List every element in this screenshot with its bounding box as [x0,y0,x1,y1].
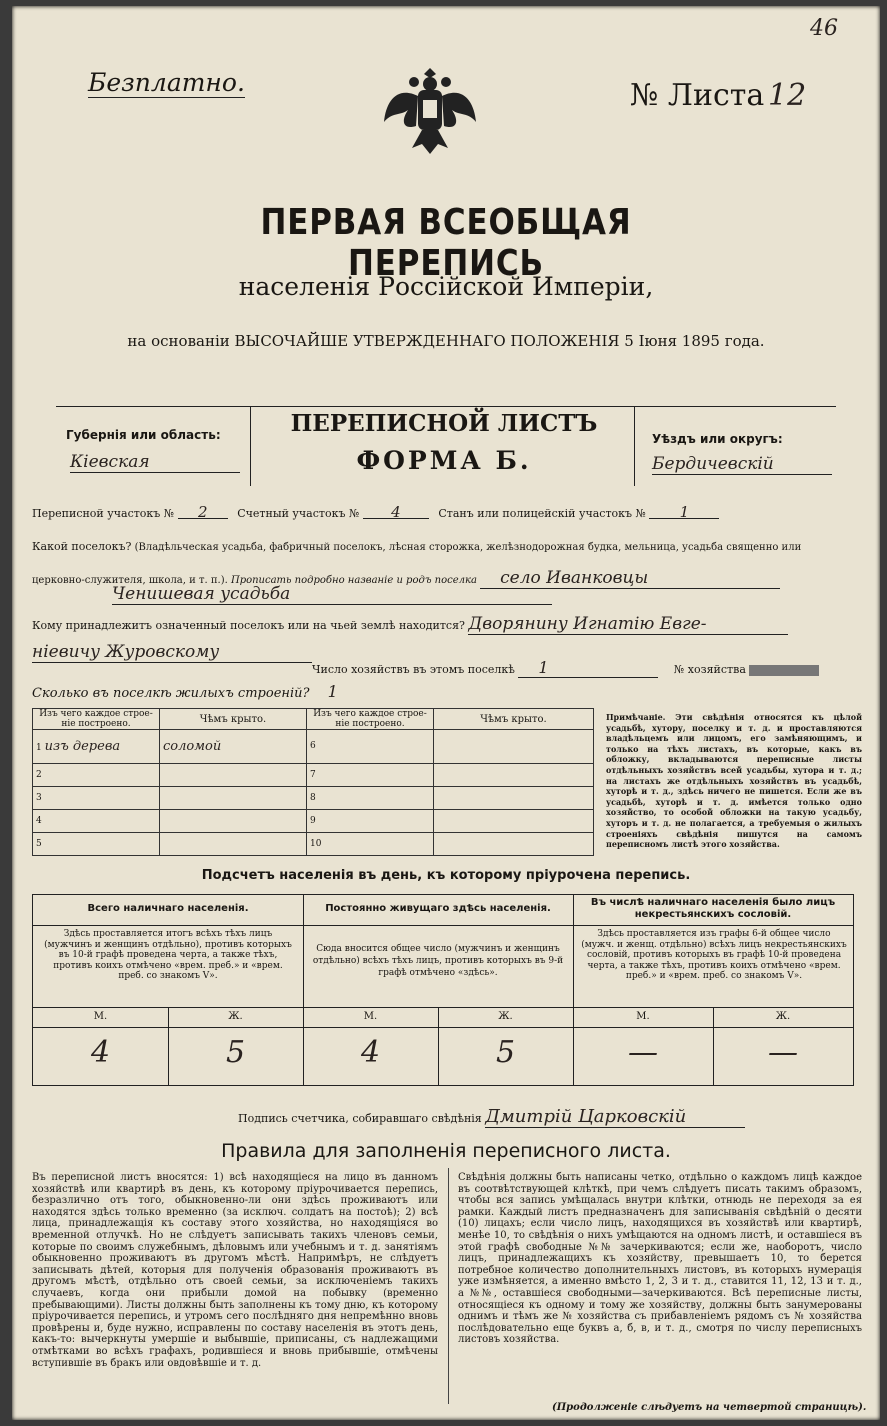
census-district-value: 2 [178,506,228,519]
households-label: Число хозяйствъ въ этомъ поселкѣ [312,663,515,676]
district-line [32,503,719,521]
col3-m-label: М. [636,1011,650,1022]
subtitle: населенія Россійской Имперіи, [238,272,654,301]
table-row [33,730,594,764]
row-number: 1 [36,742,42,753]
census-sheet [12,6,880,1420]
uezd-label: Уѣздъ или округъ: [652,432,783,446]
form-title: ПЕРЕПИСНОЙ ЛИСТЪ [290,410,598,437]
col2-m-value: 4 [360,1035,381,1070]
signature-label: Подпись счетчика, собиравшаго свѣдѣнія [238,1112,482,1125]
col3-f-value: — [768,1035,798,1070]
empty-cell [434,809,594,832]
empty-cell [434,832,594,855]
sheet-number-label: № Листа [630,78,765,113]
count-district-value: 4 [363,506,429,519]
col1-f-label: Ж. [228,1011,243,1022]
census-district-label: Переписной участокъ № [32,507,175,520]
settlement-row [32,540,862,553]
col1-m-value: 4 [90,1035,111,1070]
settlement-question: Какой поселокъ? [32,540,132,553]
empty-cell [160,832,307,855]
col2-head: Постоянно живущаго здѣсь населенія. [325,903,551,914]
buildings-header-what: Изъ чего каждое строе-ніе построено. [33,709,160,730]
buildings-row [32,682,388,701]
sheet-number-value: 12 [768,78,807,113]
header-divider-right [634,406,635,486]
col1-desc: Здѣсь проставляется итогъ всѣхъ тѣхъ лицъ (мужчинъ и женщинъ отдѣльно), противъ которыхъ въ 10-й графѣ проведена черта, а также тѣхъ, противъ коихъ отмѣчено «врем. преб.» и «врем. преб. со знакомъ V». [44,929,292,981]
col1-head: Всего наличнаго населенія. [87,903,249,914]
buildings-header-what-2: Изъ чего каждое строе-ніе построено. [307,709,434,730]
rules-title: Правила для заполненія переписного листа. [221,1140,671,1162]
table-row [33,763,594,786]
buildings-header-roof-2: Чѣмъ крыто. [434,709,594,730]
households-value: 1 [518,658,658,678]
col3-desc: Здѣсь проставляется изъ графы 6-й общее число (мужч. и женщ. отдѣльно) всѣхъ лицъ некрестьянскихъ сословій, противъ которыхъ въ графѣ 10-й проведена черта, а также тѣхъ, противъ коихъ отмѣчено «врем. преб.» и «врем. преб. со знакомъ V». [581,929,847,981]
free-label: Безплатно. [88,68,245,97]
roof-material: соломой [160,730,307,764]
col1-f-value: 5 [225,1035,246,1070]
empty-cell [434,763,594,786]
household-number-label: № хозяйства [673,663,746,676]
households-row [312,658,819,678]
owner-value-2: ніевичу Журовскому [32,642,312,663]
police-district-value: 1 [649,506,719,519]
row-number: 5 [33,832,160,855]
rules-divider [448,1168,449,1404]
rules-right: Свѣдѣнія должны быть написаны четко, отдѣльно о каждомъ лицѣ каждое въ соотвѣтствующей клѣткѣ, при чемъ слѣдуетъ писать такимъ образомъ, чтобы вся запись умѣщалась внутри клѣтки, отнюдь не переходя за ея рамки. Каждый листъ предназначенъ для записыванія свѣдѣній о десяти (10) лицахъ; если число лицъ, находящихся въ хозяйствѣ или квартирѣ, менѣе 10, то свѣдѣнія о нихъ умѣщаются на одномъ листѣ, и оставшіеся въ этой графѣ свободные №№ зачеркиваются; если же, наоборотъ, число лицъ, принадлежащихъ къ хозяйству, превышаетъ 10, то берется потребное количество дополнительныхъ листовъ, въ которыхъ нумерація уже измѣняется, а именно вмѣсто 1, 2, 3 и т. д., ставится 11, 12, 13 и т. д., а №№, оставшіеся свободными—зачеркиваются. Всѣ переписные листы, относящіеся къ одному и тому же хозяйству, должны быть занумерованы однимъ и тѣмъ же № хозяйства съ прибавленіемъ рядомъ съ № хозяйства послѣдовательно еще буквъ а, б, в, и т. д., смотря по числу переписныхъ листовъ хозяйства. [458,1172,862,1346]
col2-m-label: М. [363,1011,378,1022]
signature-value: Дмитрій Царковскій [485,1106,745,1128]
count-title: Подсчетъ населенія въ день, къ которому пріурочена перепись. [201,868,691,883]
row-number: 10 [307,832,434,855]
col1-m-label: М. [93,1011,108,1022]
divider [33,1007,853,1008]
divider [33,925,853,926]
empty-cell [160,809,307,832]
col2-f-label: Ж. [498,1011,513,1022]
imperial-eagle-icon [378,60,482,160]
empty-cell [434,786,594,809]
col2-desc: Сюда вносится общее число (мужчинъ и женщинъ отдѣльно) всѣхъ тѣхъ лицъ, противъ которыхъ въ 9-й графѣ отмѣчено «здѣсь». [312,944,564,978]
settlement-value-2: Ченишевая усадьба [112,584,552,605]
archive-sheet-number: 46 [810,16,838,41]
rules-left: Въ переписной листъ вносятся: 1) всѣ находящіеся на лицо въ данномъ хозяйствѣ или квартирѣ въ день, къ которому пріурочивается перепись, безразлично отъ того, обыкновенно-ли они здѣсь проживаютъ или находятся здѣсь только временно (за исключ. солдатъ на постоѣ); 2) всѣ лица, принадлежащія къ составу этого хозяйства, но находящіяся во временной отлучкѣ. Но не слѣдуетъ записывать такихъ членовъ семьи, которые по своимъ служебнымъ, дѣловымъ или учебнымъ и т. д. занятіямъ обыкновенно проживаютъ въ другомъ мѣстѣ. Напримѣръ, не слѣдуетъ записывать дѣтей, которыя для полученія образованія проживаютъ въ другомъ мѣстѣ, отдѣльно отъ своей семьи, за исключеніемъ такихъ случаевъ, когда они прибыли домой на побывку (временно пребывающими). Листы должны быть заполнены къ тому дню, къ которому пріурочивается перепись, и утромъ сего послѣдняго дня непремѣнно вновь провѣрены и, буде нужно, исправлены по составу населенія въ этотъ день, какъ-то: вычеркнуты умершіе и выбывшіе, приписаны, съ надлежащими отмѣтками во всѣхъ графахъ, родившіеся и вновь прибывшіе, отмѣчены вступившіе въ бракъ или овдовѣвшіе и т. д. [32,1172,438,1369]
table-row [33,809,594,832]
legal-basis: на основаніи ВЫСОЧАЙШЕ УТВЕРЖДЕННАГО ПОЛОЖЕНІЯ 5 Іюня 1895 года. [127,332,765,350]
buildings-header-roof: Чѣмъ крыто. [160,709,307,730]
form-letter: ФОРМА Б. [356,446,532,475]
row-number: 7 [307,763,434,786]
population-count-table [32,894,854,1086]
row-number: 2 [33,763,160,786]
owner-value: Дворянину Игнатію Евге- [468,614,788,635]
building-material: изъ дерева [44,738,121,754]
row-number: 4 [33,809,160,832]
continuation-note: (Продолженіе слѣдуетъ на четвертой страницѣ). [552,1402,867,1413]
table-row [33,832,594,855]
uezd-value: Бердичевскій [652,454,832,475]
empty-cell [160,763,307,786]
settlement-hint: (Владѣльческая усадьба, фабричный поселокъ, лѣсная сторожка, желѣзнодорожная будка, мельница, усадьба священно или [134,542,802,553]
household-number-redacted [749,665,819,676]
police-district-label: Станъ или полицейскій участокъ № [438,507,646,520]
col3-m-value: — [628,1035,658,1070]
row-number: 9 [307,809,434,832]
settlement-hint-2: церковно-служителя, школа, и т. п.). [32,575,228,586]
guberniya-label: Губернія или область: [66,428,221,442]
divider [33,1027,853,1028]
buildings-table [32,708,594,856]
row-number: 3 [33,786,160,809]
empty-cell [160,786,307,809]
empty-cell [434,730,594,764]
buildings-note: Примѣчаніе. Эти свѣдѣнія относятся къ цѣлой усадьбѣ, хутору, поселку и т. д. и проставляются владѣльцемъ или лицомъ, его замѣняющимъ, и только на тѣхъ листахъ, въ которые, какъ въ обложку, вкладываются переписные листы отдѣльныхъ хозяйствъ всей усадьбы, хутора и т. д.; на листахъ же отдѣльныхъ хозяйствъ въ усадьбѣ, хуторѣ и т. д., здѣсь ничего не пишется. Если же въ усадьбѣ, хуторѣ и т. д. имѣется только одно хозяйство, то особой обложки на такую усадьбу, хуторъ и т. д. не полагается, а требуемыя о жилыхъ строеніяхъ свѣдѣнія пишутся на самомъ переписномъ листѣ этого хозяйства. [606,712,862,850]
owner-row [32,614,788,635]
row-number: 8 [307,786,434,809]
header-divider-left [250,406,251,486]
buildings-label: Сколько въ поселкѣ жилыхъ строеній? [32,686,310,701]
col3-f-label: Ж. [775,1011,791,1022]
row-number: 6 [307,730,434,764]
settlement-hint-3: Прописать подробно названіе и родъ поселка [230,575,477,586]
signature-row [238,1106,745,1128]
table-row [33,786,594,809]
col2-f-value: 5 [495,1035,516,1070]
guberniya-value: Кіевская [70,452,240,473]
owner-question: Кому принадлежитъ означенный поселокъ или на чьей землѣ находится? [32,619,465,632]
settlement-value: село Иванковцы [480,568,780,589]
count-district-label: Счетный участокъ № [237,507,360,520]
main-title: ПЕРВАЯ ВСЕОБЩАЯ ПЕРЕПИСЬ [260,202,632,284]
col3-head: Въ числѣ наличнаго населенія было лицъ некрестьянскихъ сословій. [590,897,836,920]
buildings-value: 1 [327,682,338,701]
